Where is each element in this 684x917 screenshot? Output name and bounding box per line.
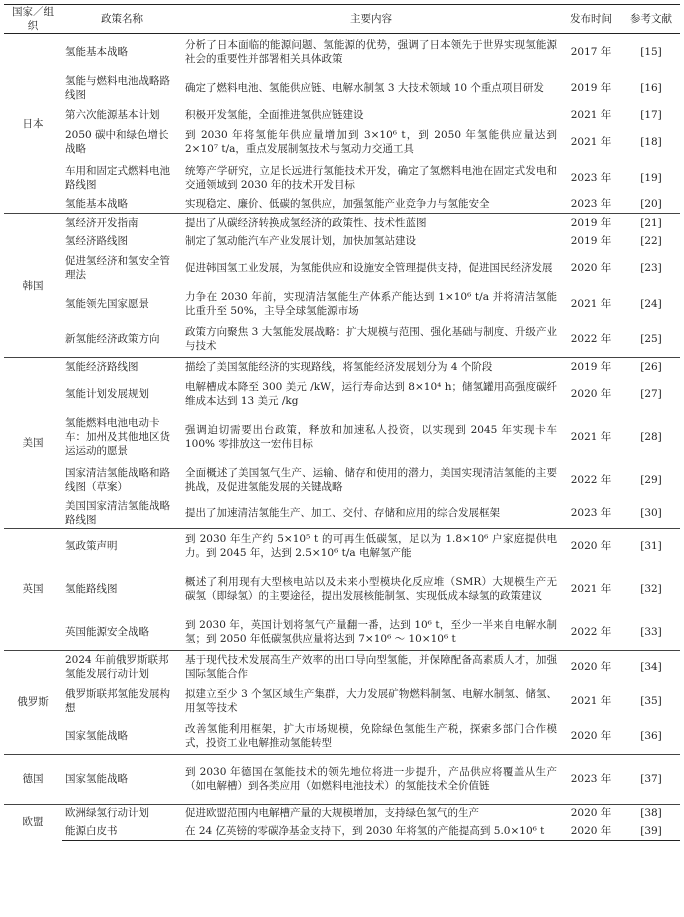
header-ref: 参考文献 xyxy=(622,5,680,34)
policy-cell: 车用和固定式燃料电池路线图 xyxy=(65,164,170,191)
year-cell: 2020 年 xyxy=(570,387,612,400)
content-cell: 强调迫切需要出台政策，释放和加速私人投资，以实现到 2045 年实现卡车 100% 零排放这一宏伟目标 xyxy=(185,423,557,450)
ref-cell: [26] xyxy=(622,358,680,376)
ref-cell: [36] xyxy=(640,729,662,742)
content-cell: 到 2030 年，英国计划将氢气产量翻一番，达到 10⁶ t，至少一半来自电解水制氢；到 2050 年低碳氢供应量将达到 7×10⁶ ～ 10×10⁶ t xyxy=(185,618,557,645)
content-cell: 全面概述了美国氢气生产、运输、储存和使用的潜力，美国实现清洁氢能的主要挑战，及促进氢能发展的关键战略 xyxy=(185,466,557,493)
table-row xyxy=(4,34,680,70)
header-content: 主要内容 xyxy=(182,5,560,34)
table-body xyxy=(4,34,680,841)
year-cell: 2019 年 xyxy=(570,81,612,94)
policy-cell: 氢经济开发指南 xyxy=(62,214,182,232)
content-cell: 实现稳定、廉价、低碳的氢供应，加强氢能产业竞争力与氢能安全 xyxy=(185,198,490,211)
content-cell: 概述了利用现有大型核电站以及未来小型模块化反应堆（SMR）大规模生产无碳氢（即绿氢）的主要途径，提出发展核能制氢、实现低成本绿氢的政策建议 xyxy=(185,576,557,602)
table-row xyxy=(4,822,680,840)
country-cell: 德国 xyxy=(4,754,62,804)
table-row xyxy=(4,286,680,322)
year-cell: 2021 年 xyxy=(570,135,612,148)
policy-cell: 欧洲绿氢行动计划 xyxy=(62,804,182,822)
year-cell: 2020 年 xyxy=(570,729,612,742)
policy-cell: 新氢能经济政策方向 xyxy=(65,333,160,346)
table-header xyxy=(4,5,680,34)
year-cell: 2019 年 xyxy=(560,214,622,232)
table-row xyxy=(4,160,680,196)
table-row xyxy=(4,650,680,684)
year-cell: 2023 年 xyxy=(570,171,612,184)
content-cell: 在 24 亿英镑的零碳净基金支持下，到 2030 年将氢的产能提高到 5.0×10⁶ t xyxy=(182,822,560,840)
ref-cell: [19] xyxy=(640,171,662,184)
table-row xyxy=(4,754,680,804)
content-cell: 促进欧盟范围内电解槽产量的大规模增加，支持绿色氢气的生产 xyxy=(182,804,560,822)
policy-cell: 2050 碳中和绿色增长战略 xyxy=(65,128,169,155)
ref-cell: [25] xyxy=(640,333,662,346)
ref-cell: [27] xyxy=(640,387,662,400)
content-cell: 确定了燃料电池、氢能供应链、电解水制氢 3 大技术领域 10 个重点项目研发 xyxy=(185,81,544,94)
year-cell: 2021 年 xyxy=(570,583,612,595)
table-row xyxy=(4,214,680,232)
table-row xyxy=(4,462,680,498)
year-cell: 2019 年 xyxy=(570,234,612,247)
ref-cell: [20] xyxy=(640,198,662,211)
table-row xyxy=(4,498,680,529)
year-cell: 2020 年 xyxy=(560,804,622,822)
policy-cell: 氢能路线图 xyxy=(65,583,118,595)
country-cell: 俄罗斯 xyxy=(4,650,62,754)
policy-cell: 氢经济路线图 xyxy=(65,234,128,247)
header-policy: 政策名称 xyxy=(62,5,182,34)
year-cell: 2019 年 xyxy=(560,358,622,376)
table-row xyxy=(4,196,680,214)
content-cell: 力争在 2030 年前，实现清洁氢能生产体系产能达到 1×10⁶ t/a 并将清洁氢能比重升至 50%，主导全球氢能源市场 xyxy=(185,290,557,317)
header-row xyxy=(4,5,680,34)
year-cell: 2021 年 xyxy=(570,695,612,707)
content-cell: 描绘了美国氢能经济的实现路线，将氢能经济发展划分为 4 个阶段 xyxy=(182,358,560,376)
country-cell: 英国 xyxy=(4,528,62,650)
year-cell: 2022 年 xyxy=(570,625,612,638)
policy-cell: 氢政策声明 xyxy=(62,528,182,564)
ref-cell: [23] xyxy=(640,261,662,274)
content-cell: 到 2030 年德国在氢能技术的领先地位将进一步提升，产品供应将覆盖从生产（如电解槽）到各类应用（如燃料电池技术）的氢能技术全价值链 xyxy=(182,754,560,804)
ref-cell: [29] xyxy=(640,473,662,486)
content-cell: 积极开发氢能，全面推进氢供应链建设 xyxy=(185,108,364,121)
table-row xyxy=(4,528,680,564)
country-cell: 欧盟 xyxy=(4,804,62,840)
table-row xyxy=(4,718,680,754)
content-cell: 改善氢能利用框架，扩大市场规模，免除绿色氢能生产税，探索多部门合作模式，投资工业电解推动氢能转型 xyxy=(185,722,557,749)
content-cell: 提出了从碳经济转换成氢经济的政策性、技术性蓝图 xyxy=(182,214,560,232)
ref-cell: [35] xyxy=(640,695,662,707)
ref-cell: [15] xyxy=(622,34,680,70)
policy-cell: 氢能基本战略 xyxy=(62,34,182,70)
policy-cell: 氢能计划发展规划 xyxy=(65,387,149,400)
content-cell: 电解槽成本降至 300 美元 /kW，运行寿命达到 8×10⁴ h；储氢罐用高强度碳纤维成本达到 13 美元 /kg xyxy=(185,380,557,407)
year-cell: 2021 年 xyxy=(570,430,612,443)
table-row xyxy=(4,322,680,358)
table-row xyxy=(4,232,680,250)
content-cell: 拟建立至少 3 个氢区域生产集群，大力发展矿物燃料制氢、电解水制氢、储氢、用氢等技术 xyxy=(185,688,557,714)
policy-cell: 氢能领先国家愿景 xyxy=(65,297,149,310)
ref-cell: [30] xyxy=(640,506,662,519)
ref-cell: [17] xyxy=(640,108,662,121)
ref-cell: [28] xyxy=(640,430,662,443)
header-country: 国家／组织 xyxy=(4,5,62,34)
policy-cell: 第六次能源基本计划 xyxy=(65,108,160,121)
year-cell: 2020 年 xyxy=(560,650,622,684)
policy-cell: 能源白皮书 xyxy=(62,822,182,840)
content-cell: 提出了加速清洁氢能生产、加工、交付、存储和应用的综合发展框架 xyxy=(185,506,500,519)
policy-cell: 氢能基本战略 xyxy=(65,198,128,211)
content-cell: 促进韩国氢工业发展，为氢能供应和设施安全管理提供支持，促进国民经济发展 xyxy=(185,261,553,274)
ref-cell: [31] xyxy=(622,528,680,564)
year-cell: 2021 年 xyxy=(570,297,612,310)
table-row xyxy=(4,358,680,376)
table-row xyxy=(4,70,680,106)
country-cell: 美国 xyxy=(4,358,62,529)
year-cell: 2022 年 xyxy=(570,333,612,346)
policy-cell: 国家氢能战略 xyxy=(65,729,128,742)
year-cell: 2023 年 xyxy=(570,506,612,519)
year-cell: 2020 年 xyxy=(560,528,622,564)
policy-cell: 英国能源安全战略 xyxy=(65,625,149,638)
policy-cell: 氢能经济路线图 xyxy=(62,358,182,376)
year-cell: 2020 年 xyxy=(560,822,622,840)
table-row xyxy=(4,124,680,160)
table-row xyxy=(4,106,680,124)
year-cell: 2021 年 xyxy=(570,108,612,121)
policy-cell: 氢能与燃料电池战略路线图 xyxy=(65,74,170,101)
table-row xyxy=(4,804,680,822)
ref-cell: [22] xyxy=(640,234,662,247)
ref-cell: [39] xyxy=(622,822,680,840)
table-row xyxy=(4,376,680,412)
content-cell: 分析了日本面临的能源问题、氢能源的优势，强调了日本领先于世界实现氢能源社会的重要性并部署相关具体政策 xyxy=(182,34,560,70)
policy-cell: 国家清洁氢能战略和路线图（草案） xyxy=(65,466,170,493)
policy-cell: 国家氢能战略 xyxy=(62,754,182,804)
policy-cell: 2024 年前俄罗斯联邦氢能发展行动计划 xyxy=(62,650,182,684)
ref-cell: [18] xyxy=(640,135,662,148)
table-row xyxy=(4,614,680,650)
policy-cell: 促进氢经济和氢安全管理法 xyxy=(65,254,170,281)
ref-cell: [34] xyxy=(622,650,680,684)
content-cell: 基于现代技术发展高生产效率的出口导向型氢能，并保障配备高素质人才，加强国际氢能合作 xyxy=(182,650,560,684)
header-year: 发布时间 xyxy=(560,5,622,34)
year-cell: 2017 年 xyxy=(560,34,622,70)
ref-cell: [38] xyxy=(622,804,680,822)
policy-cell: 俄罗斯联邦氢能发展构想 xyxy=(65,688,170,714)
ref-cell: [33] xyxy=(640,625,662,638)
content-cell: 到 2030 年将氢能年供应量增加到 3×10⁶ t，到 2050 年氢能供应量达到 2×10⁷ t/a，重点发展制氢技术与氢动力交通工具 xyxy=(185,128,557,155)
policy-cell: 氢能燃料电池电动卡车：加州及其他地区货运运动的愿景 xyxy=(65,416,170,457)
table-row xyxy=(4,250,680,286)
content-cell: 统筹产学研究，立足长远进行氢能技术开发，确定了氢燃料电池在固定式发电和交通领域到 2030 年的技术开发目标 xyxy=(185,164,557,191)
content-cell: 到 2030 年生产约 5×10⁵ t 的可再生低碳氢，足以为 1.8×10⁶ 户家庭提供电力。到 2045 年，达到 2.5×10⁶ t/a 电解氢产能 xyxy=(182,528,560,564)
year-cell: 2022 年 xyxy=(570,473,612,486)
policy-cell: 美国国家清洁氢能战略路线图 xyxy=(65,499,170,526)
table-row xyxy=(4,412,680,462)
table-row xyxy=(4,564,680,614)
country-cell: 韩国 xyxy=(4,214,62,358)
country-cell: 日本 xyxy=(4,34,62,214)
ref-cell: [16] xyxy=(640,81,662,94)
table-row xyxy=(4,684,680,718)
year-cell: 2023 年 xyxy=(570,198,612,211)
content-cell: 政策方向聚焦 3 大氢能发展战略：扩大规模与范围、强化基础与制度、升级产业与技术 xyxy=(185,326,557,353)
year-cell: 2023 年 xyxy=(560,754,622,804)
year-cell: 2020 年 xyxy=(570,261,612,274)
hydrogen-policy-table xyxy=(4,4,680,841)
ref-cell: [24] xyxy=(640,297,662,310)
ref-cell: [21] xyxy=(622,214,680,232)
content-cell: 制定了氢动能汽车产业发展计划，加快加氢站建设 xyxy=(185,234,416,247)
ref-cell: [37] xyxy=(622,754,680,804)
ref-cell: [32] xyxy=(640,583,662,595)
